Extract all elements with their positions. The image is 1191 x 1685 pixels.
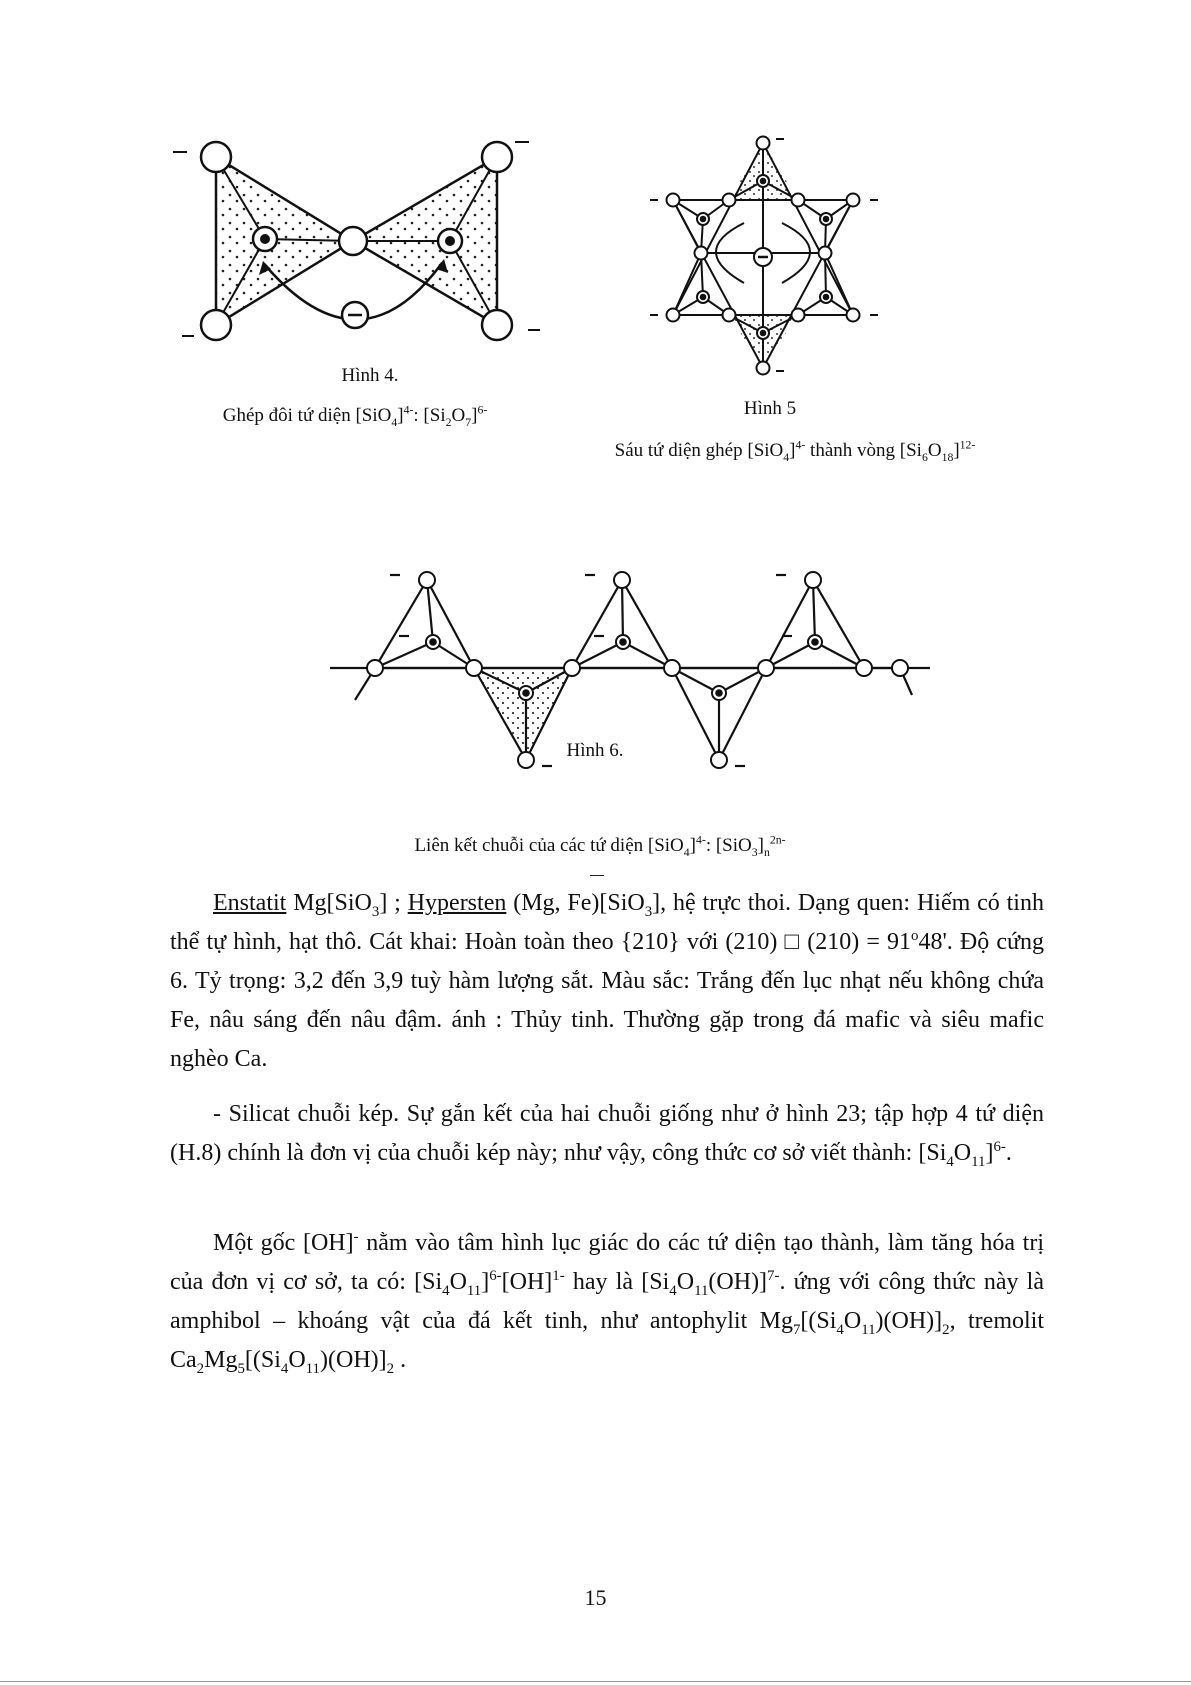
left-tetrahedron [216, 157, 353, 325]
figure-5-caption: Sáu tứ diện ghép $[SiO_4]^{4-}$ thành vòng $[Si_6O_{18}]^{12-}$ [614, 438, 976, 464]
caption-rule [590, 875, 604, 876]
paragraph-enstatit: Enstatit Mg[SiO$_3$] ; Hypersten (Mg, Fe)[SiO$_3$], hệ trực thoi. Dạng quen: Hiếm có tinh thể tự hình, hạt thô. Cát khai: Hoàn toàn theo {210} với (210) □ $(210) = 91^o48'$. Độ cứng 6. Tỷ trọng: 3,2 đến 3,9 tuỳ hàm lượng sắt. Màu sắc: Trắng đến lục nhạt nếu không chứa Fe, nâu sáng đến nâu đậm. ánh : Thủy tinh. Thường gặp trong đá mafic và siêu mafic nghèo Ca. [170, 890, 1044, 1072]
figure-4-title: Hình 4. [341, 365, 399, 386]
oxygen-atom [201, 142, 231, 172]
figure-6-caption: Liên kết chuỗi của các tứ diện $[SiO_4]^{4-}$: $[SiO_3]_n^{2n-}$ [414, 833, 786, 859]
figure-4-caption: Ghép đôi tứ diện $[SiO_4]^{4-}$: $[Si_2O_7]^{6-}$ [222, 403, 488, 429]
right-tetrahedron [353, 157, 497, 325]
oxygen-atoms [367, 572, 908, 768]
oxygen-atom [482, 310, 512, 340]
term-hypersten: Hypersten [407, 890, 507, 916]
paragraph-amphibol: Một gốc [OH]- nằm vào tâm hình lục giác do các tứ diện tạo thành, làm tăng hóa trị của đơn vị cơ sở, ta có: $[Si_4O_{11}]^{6-}[OH]^{1-}$ hay là $[Si_4O_{11}(OH)]^{7-}$. ứng với công thức này là amphibol – khoáng vật của đá kết tinh, như antophylit $Mg_7[(Si_4O_{11})(OH)]_2$, tremolit $Ca_2Mg_5[(Si_4O_{11})(OH)]_2$ . [170, 1229, 1044, 1377]
figure-6-title: Hình 6. [566, 740, 624, 761]
figure-4-diagram [170, 135, 590, 375]
term-enstatit: Enstatit [213, 890, 287, 916]
chain-backbone [330, 580, 930, 760]
bottom-rule [0, 1681, 1191, 1682]
paragraph-double-chain: - Silicat chuỗi kép. Sự gắn kết của hai chuỗi giống như ở hình 23; tập hợp 4 tứ diện (H.8) chính là đơn vị của chuỗi kép này; như vậy, công thức cơ sở viết thành: $[Si_4O_{11}]^{6-}$. [170, 1101, 1044, 1170]
bridging-oxygen-atom [339, 227, 367, 255]
oxygen-atom [201, 310, 231, 340]
figure-5-title: Hình 5 [743, 398, 797, 419]
figure-5-diagram [648, 133, 893, 383]
oxygen-atom [482, 142, 512, 172]
page-number: 15 [584, 1585, 607, 1610]
